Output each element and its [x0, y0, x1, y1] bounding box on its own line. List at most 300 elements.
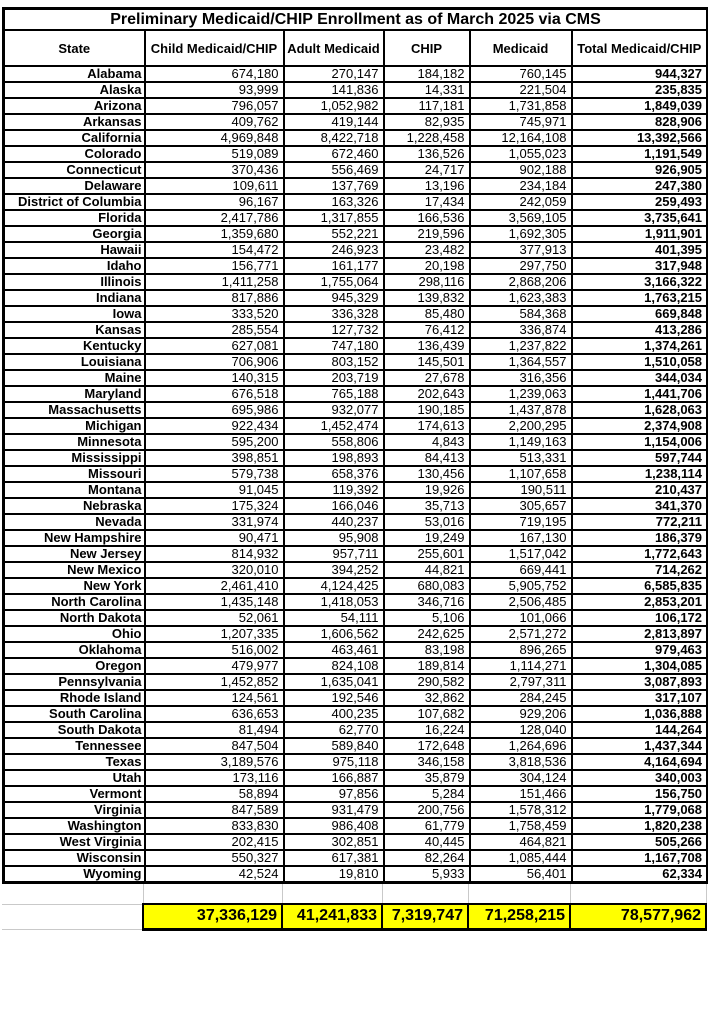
- total-cell: 2,853,201: [572, 594, 708, 610]
- total-cell: 259,493: [572, 194, 708, 210]
- child-medicaid-chip-cell: 331,974: [145, 514, 284, 530]
- chip-cell: 4,843: [384, 434, 470, 450]
- chip-cell: 27,678: [384, 370, 470, 386]
- table-row: [4, 786, 708, 802]
- medicaid-cell: 896,265: [470, 642, 572, 658]
- table-row: [4, 162, 708, 178]
- medicaid-cell: 584,368: [470, 306, 572, 322]
- child-medicaid-chip-cell: 1,411,258: [145, 274, 284, 290]
- medicaid-cell: 221,504: [470, 82, 572, 98]
- table-row: [4, 226, 708, 242]
- child-medicaid-chip-cell: 817,886: [145, 290, 284, 306]
- child-medicaid-chip-cell: 42,524: [145, 866, 284, 883]
- child-medicaid-chip-cell: 706,906: [145, 354, 284, 370]
- adult-medicaid-cell: 19,810: [284, 866, 384, 883]
- state-cell: West Virginia: [4, 834, 145, 850]
- total-cell: 247,380: [572, 178, 708, 194]
- total-cell: 156,750: [572, 786, 708, 802]
- medicaid-cell: 2,506,485: [470, 594, 572, 610]
- table-row: [4, 498, 708, 514]
- adult-medicaid-cell: 161,177: [284, 258, 384, 274]
- total-cell: 828,906: [572, 114, 708, 130]
- total-cell: 1,167,708: [572, 850, 708, 866]
- chip-cell: 242,625: [384, 626, 470, 642]
- table-row: [4, 66, 708, 82]
- state-cell: Arizona: [4, 98, 145, 114]
- chip-cell: 19,926: [384, 482, 470, 498]
- chip-cell: 5,933: [384, 866, 470, 883]
- table-row: [4, 738, 708, 754]
- child-medicaid-chip-cell: 4,969,848: [145, 130, 284, 146]
- state-cell: Kentucky: [4, 338, 145, 354]
- medicaid-cell: 513,331: [470, 450, 572, 466]
- state-cell: Oregon: [4, 658, 145, 674]
- chip-cell: 136,439: [384, 338, 470, 354]
- total-cell: 144,264: [572, 722, 708, 738]
- state-cell: Florida: [4, 210, 145, 226]
- child-medicaid-chip-cell: 519,089: [145, 146, 284, 162]
- table-row: [4, 242, 708, 258]
- state-cell: Washington: [4, 818, 145, 834]
- total-medicaid: 71,258,215: [468, 904, 570, 929]
- state-cell: Massachusetts: [4, 402, 145, 418]
- state-cell: Iowa: [4, 306, 145, 322]
- chip-cell: 136,526: [384, 146, 470, 162]
- chip-cell: 44,821: [384, 562, 470, 578]
- child-medicaid-chip-cell: 847,504: [145, 738, 284, 754]
- chip-cell: 35,879: [384, 770, 470, 786]
- total-cell: 1,510,058: [572, 354, 708, 370]
- enrollment-table: [2, 7, 708, 884]
- chip-cell: 16,224: [384, 722, 470, 738]
- state-cell: Wisconsin: [4, 850, 145, 866]
- table-row: [4, 690, 708, 706]
- chip-cell: 219,596: [384, 226, 470, 242]
- total-cell: 3,166,322: [572, 274, 708, 290]
- adult-medicaid-cell: 1,052,982: [284, 98, 384, 114]
- total-cell: 1,763,215: [572, 290, 708, 306]
- medicaid-cell: 3,818,536: [470, 754, 572, 770]
- table-row: [4, 370, 708, 386]
- child-medicaid-chip-cell: 627,081: [145, 338, 284, 354]
- state-cell: South Carolina: [4, 706, 145, 722]
- adult-medicaid-cell: 302,851: [284, 834, 384, 850]
- child-medicaid-chip-cell: 3,189,576: [145, 754, 284, 770]
- medicaid-cell: 1,517,042: [470, 546, 572, 562]
- child-medicaid-chip-cell: 96,167: [145, 194, 284, 210]
- adult-medicaid-cell: 1,635,041: [284, 674, 384, 690]
- child-medicaid-chip-cell: 93,999: [145, 82, 284, 98]
- adult-medicaid-cell: 163,326: [284, 194, 384, 210]
- adult-medicaid-cell: 440,237: [284, 514, 384, 530]
- child-medicaid-chip-cell: 595,200: [145, 434, 284, 450]
- table-row: [4, 642, 708, 658]
- totals-row: [2, 904, 706, 929]
- total-cell: 6,585,835: [572, 578, 708, 594]
- chip-cell: 290,582: [384, 674, 470, 690]
- child-medicaid-chip-cell: 285,554: [145, 322, 284, 338]
- table-row: [4, 834, 708, 850]
- chip-cell: 19,249: [384, 530, 470, 546]
- child-medicaid-chip-cell: 2,417,786: [145, 210, 284, 226]
- empty-cell: [382, 884, 468, 904]
- total-cell: 1,911,901: [572, 226, 708, 242]
- state-cell: Nevada: [4, 514, 145, 530]
- adult-medicaid-cell: 1,418,053: [284, 594, 384, 610]
- medicaid-cell: 3,569,105: [470, 210, 572, 226]
- table-row: [4, 386, 708, 402]
- empty-row: [2, 884, 706, 904]
- child-medicaid-chip-cell: 579,738: [145, 466, 284, 482]
- medicaid-cell: 304,124: [470, 770, 572, 786]
- table-row: [4, 338, 708, 354]
- state-cell: Wyoming: [4, 866, 145, 883]
- adult-medicaid-cell: 4,124,425: [284, 578, 384, 594]
- chip-cell: 82,264: [384, 850, 470, 866]
- adult-medicaid-cell: 931,479: [284, 802, 384, 818]
- child-medicaid-chip-cell: 674,180: [145, 66, 284, 82]
- chip-cell: 139,832: [384, 290, 470, 306]
- adult-medicaid-cell: 192,546: [284, 690, 384, 706]
- total-cell: 1,191,549: [572, 146, 708, 162]
- table-row: [4, 98, 708, 114]
- child-medicaid-chip-cell: 695,986: [145, 402, 284, 418]
- medicaid-cell: 101,066: [470, 610, 572, 626]
- total-cell: 1,820,238: [572, 818, 708, 834]
- chip-cell: 35,713: [384, 498, 470, 514]
- chip-cell: 346,158: [384, 754, 470, 770]
- medicaid-cell: 1,623,383: [470, 290, 572, 306]
- table-row: [4, 546, 708, 562]
- child-medicaid-chip-cell: 676,518: [145, 386, 284, 402]
- total-cell: 1,437,344: [572, 738, 708, 754]
- state-cell: North Dakota: [4, 610, 145, 626]
- medicaid-cell: 1,364,557: [470, 354, 572, 370]
- total-cell: 340,003: [572, 770, 708, 786]
- adult-medicaid-cell: 747,180: [284, 338, 384, 354]
- total-cell: 1,238,114: [572, 466, 708, 482]
- state-cell: New Hampshire: [4, 530, 145, 546]
- chip-cell: 24,717: [384, 162, 470, 178]
- child-medicaid-chip-cell: 320,010: [145, 562, 284, 578]
- empty-cell: [570, 884, 706, 904]
- medicaid-cell: 1,149,163: [470, 434, 572, 450]
- state-cell: Delaware: [4, 178, 145, 194]
- child-medicaid-chip-cell: 814,932: [145, 546, 284, 562]
- chip-cell: 53,016: [384, 514, 470, 530]
- total-cell: 926,905: [572, 162, 708, 178]
- table-row: [4, 722, 708, 738]
- table-row: [4, 754, 708, 770]
- state-cell: North Carolina: [4, 594, 145, 610]
- totals-spacer-cell: [2, 904, 143, 929]
- adult-medicaid-cell: 658,376: [284, 466, 384, 482]
- chip-cell: 184,182: [384, 66, 470, 82]
- chip-cell: 5,106: [384, 610, 470, 626]
- table-row: [4, 402, 708, 418]
- empty-cell: [282, 884, 382, 904]
- child-medicaid-chip-cell: 333,520: [145, 306, 284, 322]
- medicaid-cell: 284,245: [470, 690, 572, 706]
- table-row: [4, 466, 708, 482]
- adult-medicaid-cell: 62,770: [284, 722, 384, 738]
- medicaid-cell: 1,692,305: [470, 226, 572, 242]
- child-medicaid-chip-cell: 91,045: [145, 482, 284, 498]
- state-cell: Idaho: [4, 258, 145, 274]
- state-cell: Georgia: [4, 226, 145, 242]
- table-row: [4, 578, 708, 594]
- medicaid-cell: 1,114,271: [470, 658, 572, 674]
- medicaid-cell: 1,237,822: [470, 338, 572, 354]
- table-row: [4, 610, 708, 626]
- state-cell: South Dakota: [4, 722, 145, 738]
- child-medicaid-chip-cell: 175,324: [145, 498, 284, 514]
- total-cell: 2,374,908: [572, 418, 708, 434]
- medicaid-cell: 234,184: [470, 178, 572, 194]
- medicaid-cell: 2,571,272: [470, 626, 572, 642]
- table-row: [4, 210, 708, 226]
- column-header-child-medicaid-chip: Child Medicaid/CHIP: [145, 30, 284, 66]
- totals-section: [2, 884, 707, 931]
- chip-cell: 23,482: [384, 242, 470, 258]
- child-medicaid-chip-cell: 140,315: [145, 370, 284, 386]
- adult-medicaid-cell: 336,328: [284, 306, 384, 322]
- total-cell: 505,266: [572, 834, 708, 850]
- chip-cell: 117,181: [384, 98, 470, 114]
- state-cell: Connecticut: [4, 162, 145, 178]
- medicaid-cell: 12,164,108: [470, 130, 572, 146]
- total-cell: 1,374,261: [572, 338, 708, 354]
- medicaid-cell: 297,750: [470, 258, 572, 274]
- table-row: [4, 674, 708, 690]
- adult-medicaid-cell: 1,606,562: [284, 626, 384, 642]
- child-medicaid-chip-cell: 124,561: [145, 690, 284, 706]
- medicaid-cell: 316,356: [470, 370, 572, 386]
- adult-medicaid-cell: 166,046: [284, 498, 384, 514]
- state-cell: Illinois: [4, 274, 145, 290]
- child-medicaid-chip-cell: 2,461,410: [145, 578, 284, 594]
- total-cell: 13,392,566: [572, 130, 708, 146]
- total-chip: 7,319,747: [382, 904, 468, 929]
- state-cell: Kansas: [4, 322, 145, 338]
- medicaid-cell: 2,200,295: [470, 418, 572, 434]
- table-row: [4, 130, 708, 146]
- table-row: [4, 178, 708, 194]
- medicaid-cell: 242,059: [470, 194, 572, 210]
- chip-cell: 84,413: [384, 450, 470, 466]
- chip-cell: 200,756: [384, 802, 470, 818]
- table-row: [4, 322, 708, 338]
- medicaid-cell: 336,874: [470, 322, 572, 338]
- state-cell: Rhode Island: [4, 690, 145, 706]
- total-cell: 714,262: [572, 562, 708, 578]
- medicaid-cell: 377,913: [470, 242, 572, 258]
- total-cell: 344,034: [572, 370, 708, 386]
- column-header-total-medicaid-chip: Total Medicaid/CHIP: [572, 30, 708, 66]
- child-medicaid-chip-cell: 833,830: [145, 818, 284, 834]
- total-cell: 210,437: [572, 482, 708, 498]
- state-cell: Texas: [4, 754, 145, 770]
- state-cell: Pennsylvania: [4, 674, 145, 690]
- child-medicaid-chip-cell: 202,415: [145, 834, 284, 850]
- state-cell: Minnesota: [4, 434, 145, 450]
- state-cell: New York: [4, 578, 145, 594]
- total-cell: 944,327: [572, 66, 708, 82]
- medicaid-cell: 719,195: [470, 514, 572, 530]
- page-title: Preliminary Medicaid/CHIP Enrollment as of March 2025 via CMS: [4, 9, 708, 31]
- medicaid-cell: 669,441: [470, 562, 572, 578]
- medicaid-cell: 1,107,658: [470, 466, 572, 482]
- total-cell: 772,211: [572, 514, 708, 530]
- medicaid-cell: 2,868,206: [470, 274, 572, 290]
- medicaid-cell: 1,239,063: [470, 386, 572, 402]
- adult-medicaid-cell: 137,769: [284, 178, 384, 194]
- child-medicaid-chip-cell: 154,472: [145, 242, 284, 258]
- empty-cell: [143, 884, 282, 904]
- table-row: [4, 818, 708, 834]
- empty-cell: [2, 884, 143, 904]
- state-cell: Virginia: [4, 802, 145, 818]
- adult-medicaid-cell: 203,719: [284, 370, 384, 386]
- table-row: [4, 658, 708, 674]
- table-row: [4, 306, 708, 322]
- chip-cell: 145,501: [384, 354, 470, 370]
- medicaid-cell: 2,797,311: [470, 674, 572, 690]
- column-header-state: State: [4, 30, 145, 66]
- state-cell: Michigan: [4, 418, 145, 434]
- state-cell: Missouri: [4, 466, 145, 482]
- table-row: [4, 706, 708, 722]
- table-row: [4, 114, 708, 130]
- adult-medicaid-cell: 765,188: [284, 386, 384, 402]
- child-medicaid-chip-cell: 1,207,335: [145, 626, 284, 642]
- state-cell: Tennessee: [4, 738, 145, 754]
- table-row: [4, 290, 708, 306]
- state-cell: Colorado: [4, 146, 145, 162]
- chip-cell: 85,480: [384, 306, 470, 322]
- spreadsheet: [2, 7, 706, 931]
- table-row: [4, 274, 708, 290]
- state-cell: California: [4, 130, 145, 146]
- adult-medicaid-cell: 419,144: [284, 114, 384, 130]
- total-cell: 401,395: [572, 242, 708, 258]
- total-cell: 317,948: [572, 258, 708, 274]
- table-row: [4, 258, 708, 274]
- state-cell: Arkansas: [4, 114, 145, 130]
- total-cell: 2,813,897: [572, 626, 708, 642]
- adult-medicaid-cell: 558,806: [284, 434, 384, 450]
- child-medicaid-chip-cell: 370,436: [145, 162, 284, 178]
- chip-cell: 5,284: [384, 786, 470, 802]
- adult-medicaid-cell: 246,923: [284, 242, 384, 258]
- adult-medicaid-cell: 824,108: [284, 658, 384, 674]
- chip-cell: 189,814: [384, 658, 470, 674]
- state-cell: Alabama: [4, 66, 145, 82]
- medicaid-cell: 1,264,696: [470, 738, 572, 754]
- table-body: [4, 66, 708, 883]
- table-row: [4, 450, 708, 466]
- column-header-adult-medicaid: Adult Medicaid: [284, 30, 384, 66]
- chip-cell: 130,456: [384, 466, 470, 482]
- child-medicaid-chip-cell: 58,894: [145, 786, 284, 802]
- medicaid-cell: 190,511: [470, 482, 572, 498]
- chip-cell: 346,716: [384, 594, 470, 610]
- table-row: [4, 866, 708, 883]
- child-medicaid-chip-cell: 173,116: [145, 770, 284, 786]
- state-cell: New Jersey: [4, 546, 145, 562]
- medicaid-cell: 56,401: [470, 866, 572, 883]
- state-cell: Utah: [4, 770, 145, 786]
- child-medicaid-chip-cell: 156,771: [145, 258, 284, 274]
- adult-medicaid-cell: 54,111: [284, 610, 384, 626]
- child-medicaid-chip-cell: 550,327: [145, 850, 284, 866]
- table-row: [4, 354, 708, 370]
- adult-medicaid-cell: 986,408: [284, 818, 384, 834]
- child-medicaid-chip-cell: 1,359,680: [145, 226, 284, 242]
- medicaid-cell: 5,905,752: [470, 578, 572, 594]
- total-cell: 413,286: [572, 322, 708, 338]
- adult-medicaid-cell: 672,460: [284, 146, 384, 162]
- table-row: [4, 482, 708, 498]
- adult-medicaid-cell: 8,422,718: [284, 130, 384, 146]
- chip-cell: 76,412: [384, 322, 470, 338]
- state-cell: Maryland: [4, 386, 145, 402]
- total-cell: 4,164,694: [572, 754, 708, 770]
- adult-medicaid-cell: 95,908: [284, 530, 384, 546]
- chip-cell: 680,083: [384, 578, 470, 594]
- state-cell: New Mexico: [4, 562, 145, 578]
- adult-medicaid-cell: 552,221: [284, 226, 384, 242]
- child-medicaid-chip-cell: 52,061: [145, 610, 284, 626]
- adult-medicaid-cell: 198,893: [284, 450, 384, 466]
- medicaid-cell: 1,437,878: [470, 402, 572, 418]
- adult-medicaid-cell: 1,755,064: [284, 274, 384, 290]
- medicaid-cell: 929,206: [470, 706, 572, 722]
- medicaid-cell: 760,145: [470, 66, 572, 82]
- column-header-chip: CHIP: [384, 30, 470, 66]
- state-cell: Indiana: [4, 290, 145, 306]
- child-medicaid-chip-cell: 109,611: [145, 178, 284, 194]
- total-cell: 1,772,643: [572, 546, 708, 562]
- total-cell: 1,849,039: [572, 98, 708, 114]
- medicaid-cell: 902,188: [470, 162, 572, 178]
- child-medicaid-chip-cell: 636,653: [145, 706, 284, 722]
- chip-cell: 174,613: [384, 418, 470, 434]
- chip-cell: 20,198: [384, 258, 470, 274]
- empty-cell: [468, 884, 570, 904]
- state-cell: Montana: [4, 482, 145, 498]
- table-row: [4, 82, 708, 98]
- chip-cell: 14,331: [384, 82, 470, 98]
- child-medicaid-chip-cell: 1,452,852: [145, 674, 284, 690]
- adult-medicaid-cell: 119,392: [284, 482, 384, 498]
- state-cell: Ohio: [4, 626, 145, 642]
- chip-cell: 255,601: [384, 546, 470, 562]
- adult-medicaid-cell: 975,118: [284, 754, 384, 770]
- total-child-medicaid-chip: 37,336,129: [143, 904, 282, 929]
- total-cell: 62,334: [572, 866, 708, 883]
- chip-cell: 40,445: [384, 834, 470, 850]
- total-cell: 669,848: [572, 306, 708, 322]
- total-medicaid-chip: 78,577,962: [570, 904, 706, 929]
- adult-medicaid-cell: 97,856: [284, 786, 384, 802]
- chip-cell: 82,935: [384, 114, 470, 130]
- child-medicaid-chip-cell: 516,002: [145, 642, 284, 658]
- adult-medicaid-cell: 617,381: [284, 850, 384, 866]
- medicaid-cell: 464,821: [470, 834, 572, 850]
- medicaid-cell: 1,055,023: [470, 146, 572, 162]
- total-cell: 1,441,706: [572, 386, 708, 402]
